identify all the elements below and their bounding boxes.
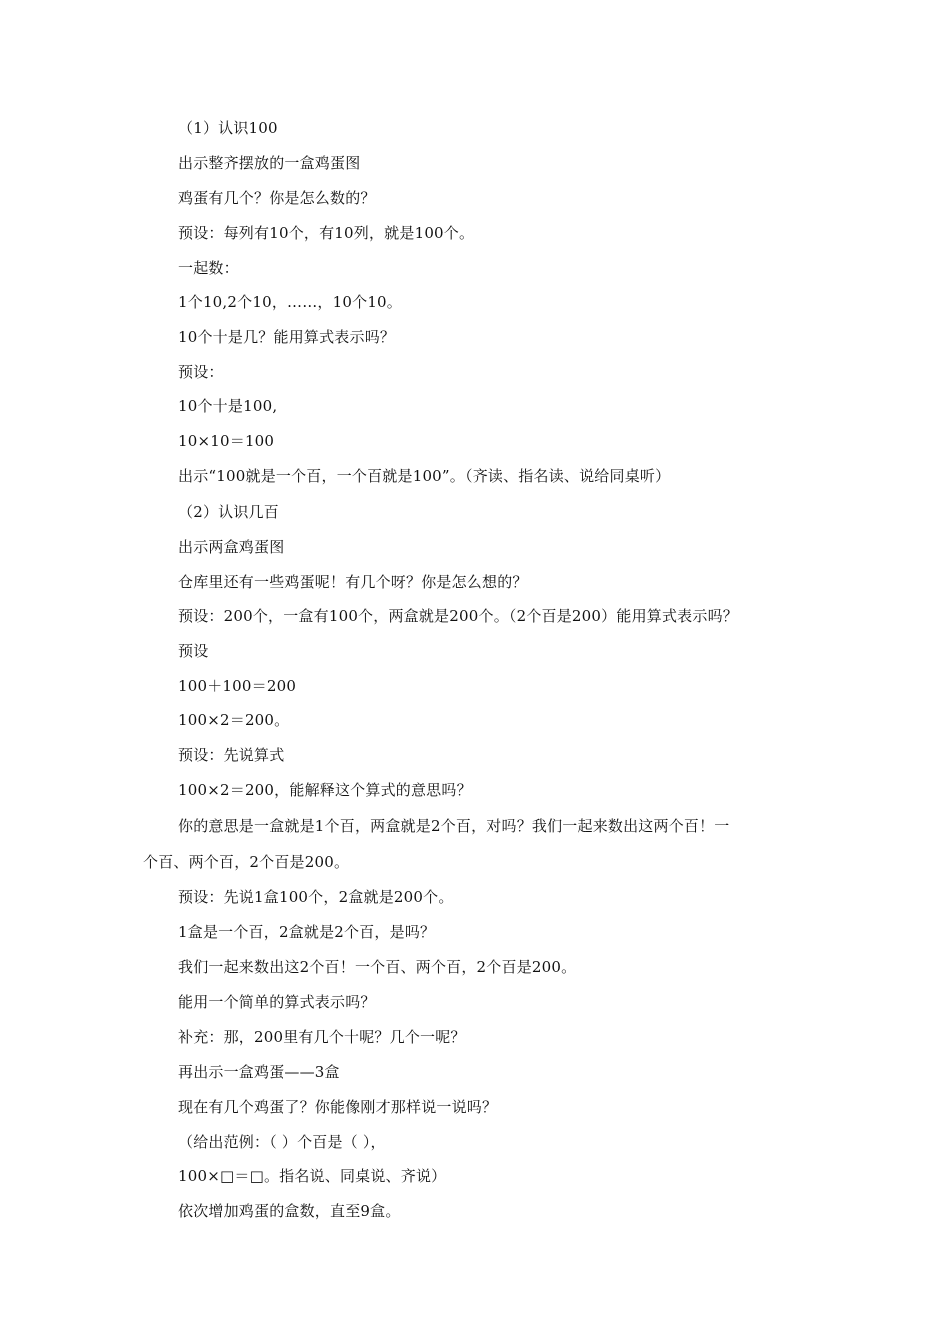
paragraph: 100×□＝□。指名说、同桌说、齐说） <box>178 1167 447 1185</box>
paragraph: 出示“100就是一个百，一个百就是100”。（齐读、指名读、说给同桌听） <box>178 467 671 485</box>
paragraph: 预设：先说算式 <box>178 746 285 764</box>
paragraph: 10个十是几？能用算式表示吗？ <box>178 328 396 346</box>
paragraph: 一起数： <box>178 259 239 277</box>
heading-recognize-100: （1）认识100 <box>178 119 278 137</box>
paragraph: 预设 <box>178 642 209 660</box>
paragraph: 补充：那，200里有几个十呢？几个一呢？ <box>178 1028 466 1046</box>
paragraph: 我们一起来数出这2个百！一个百、两个百，2个百是200。 <box>178 958 577 976</box>
paragraph: 你的意思是一盒就是1个百，两盒就是2个百，对吗？我们一起来数出这两个百！一 <box>178 817 730 835</box>
equation: 10×10＝100 <box>178 432 275 450</box>
paragraph: 预设： <box>178 363 224 381</box>
paragraph: 仓库里还有一些鸡蛋呢！有几个呀？你是怎么想的？ <box>178 573 528 591</box>
paragraph: 现在有几个鸡蛋了？你能像刚才那样说一说吗？ <box>178 1098 498 1116</box>
paragraph: （给出范例：（ ）个百是（ ）， <box>178 1133 386 1151</box>
paragraph: 鸡蛋有几个？你是怎么数的？ <box>178 189 376 207</box>
paragraph: 100×2＝200，能解释这个算式的意思吗？ <box>178 781 472 799</box>
paragraph: 1盒是一个百，2盒就是2个百，是吗？ <box>178 923 436 941</box>
paragraph: 出示整齐摆放的一盒鸡蛋图 <box>178 154 361 172</box>
equation: 100×2＝200。 <box>178 711 290 729</box>
heading-recognize-hundreds: （2）认识几百 <box>178 503 279 521</box>
paragraph: 1个10,2个10，……，10个10。 <box>178 293 403 311</box>
paragraph: 预设：200个，一盒有100个，两盒就是200个。（2个百是200）能用算式表示吗？ <box>178 607 738 625</box>
paragraph: 能用一个简单的算式表示吗？ <box>178 993 376 1011</box>
paragraph: 预设：先说1盒100个，2盒就是200个。 <box>178 888 454 906</box>
paragraph-continuation: 个百、两个百，2个百是200。 <box>143 853 350 871</box>
paragraph: 依次增加鸡蛋的盒数，直至9盒。 <box>178 1202 401 1220</box>
equation: 100＋100＝200 <box>178 677 297 695</box>
paragraph: 预设：每列有10个，有10列，就是100个。 <box>178 224 475 242</box>
paragraph: 10个十是100, <box>178 397 278 415</box>
paragraph: 再出示一盒鸡蛋——3盒 <box>178 1063 340 1081</box>
paragraph: 出示两盒鸡蛋图 <box>178 538 285 556</box>
